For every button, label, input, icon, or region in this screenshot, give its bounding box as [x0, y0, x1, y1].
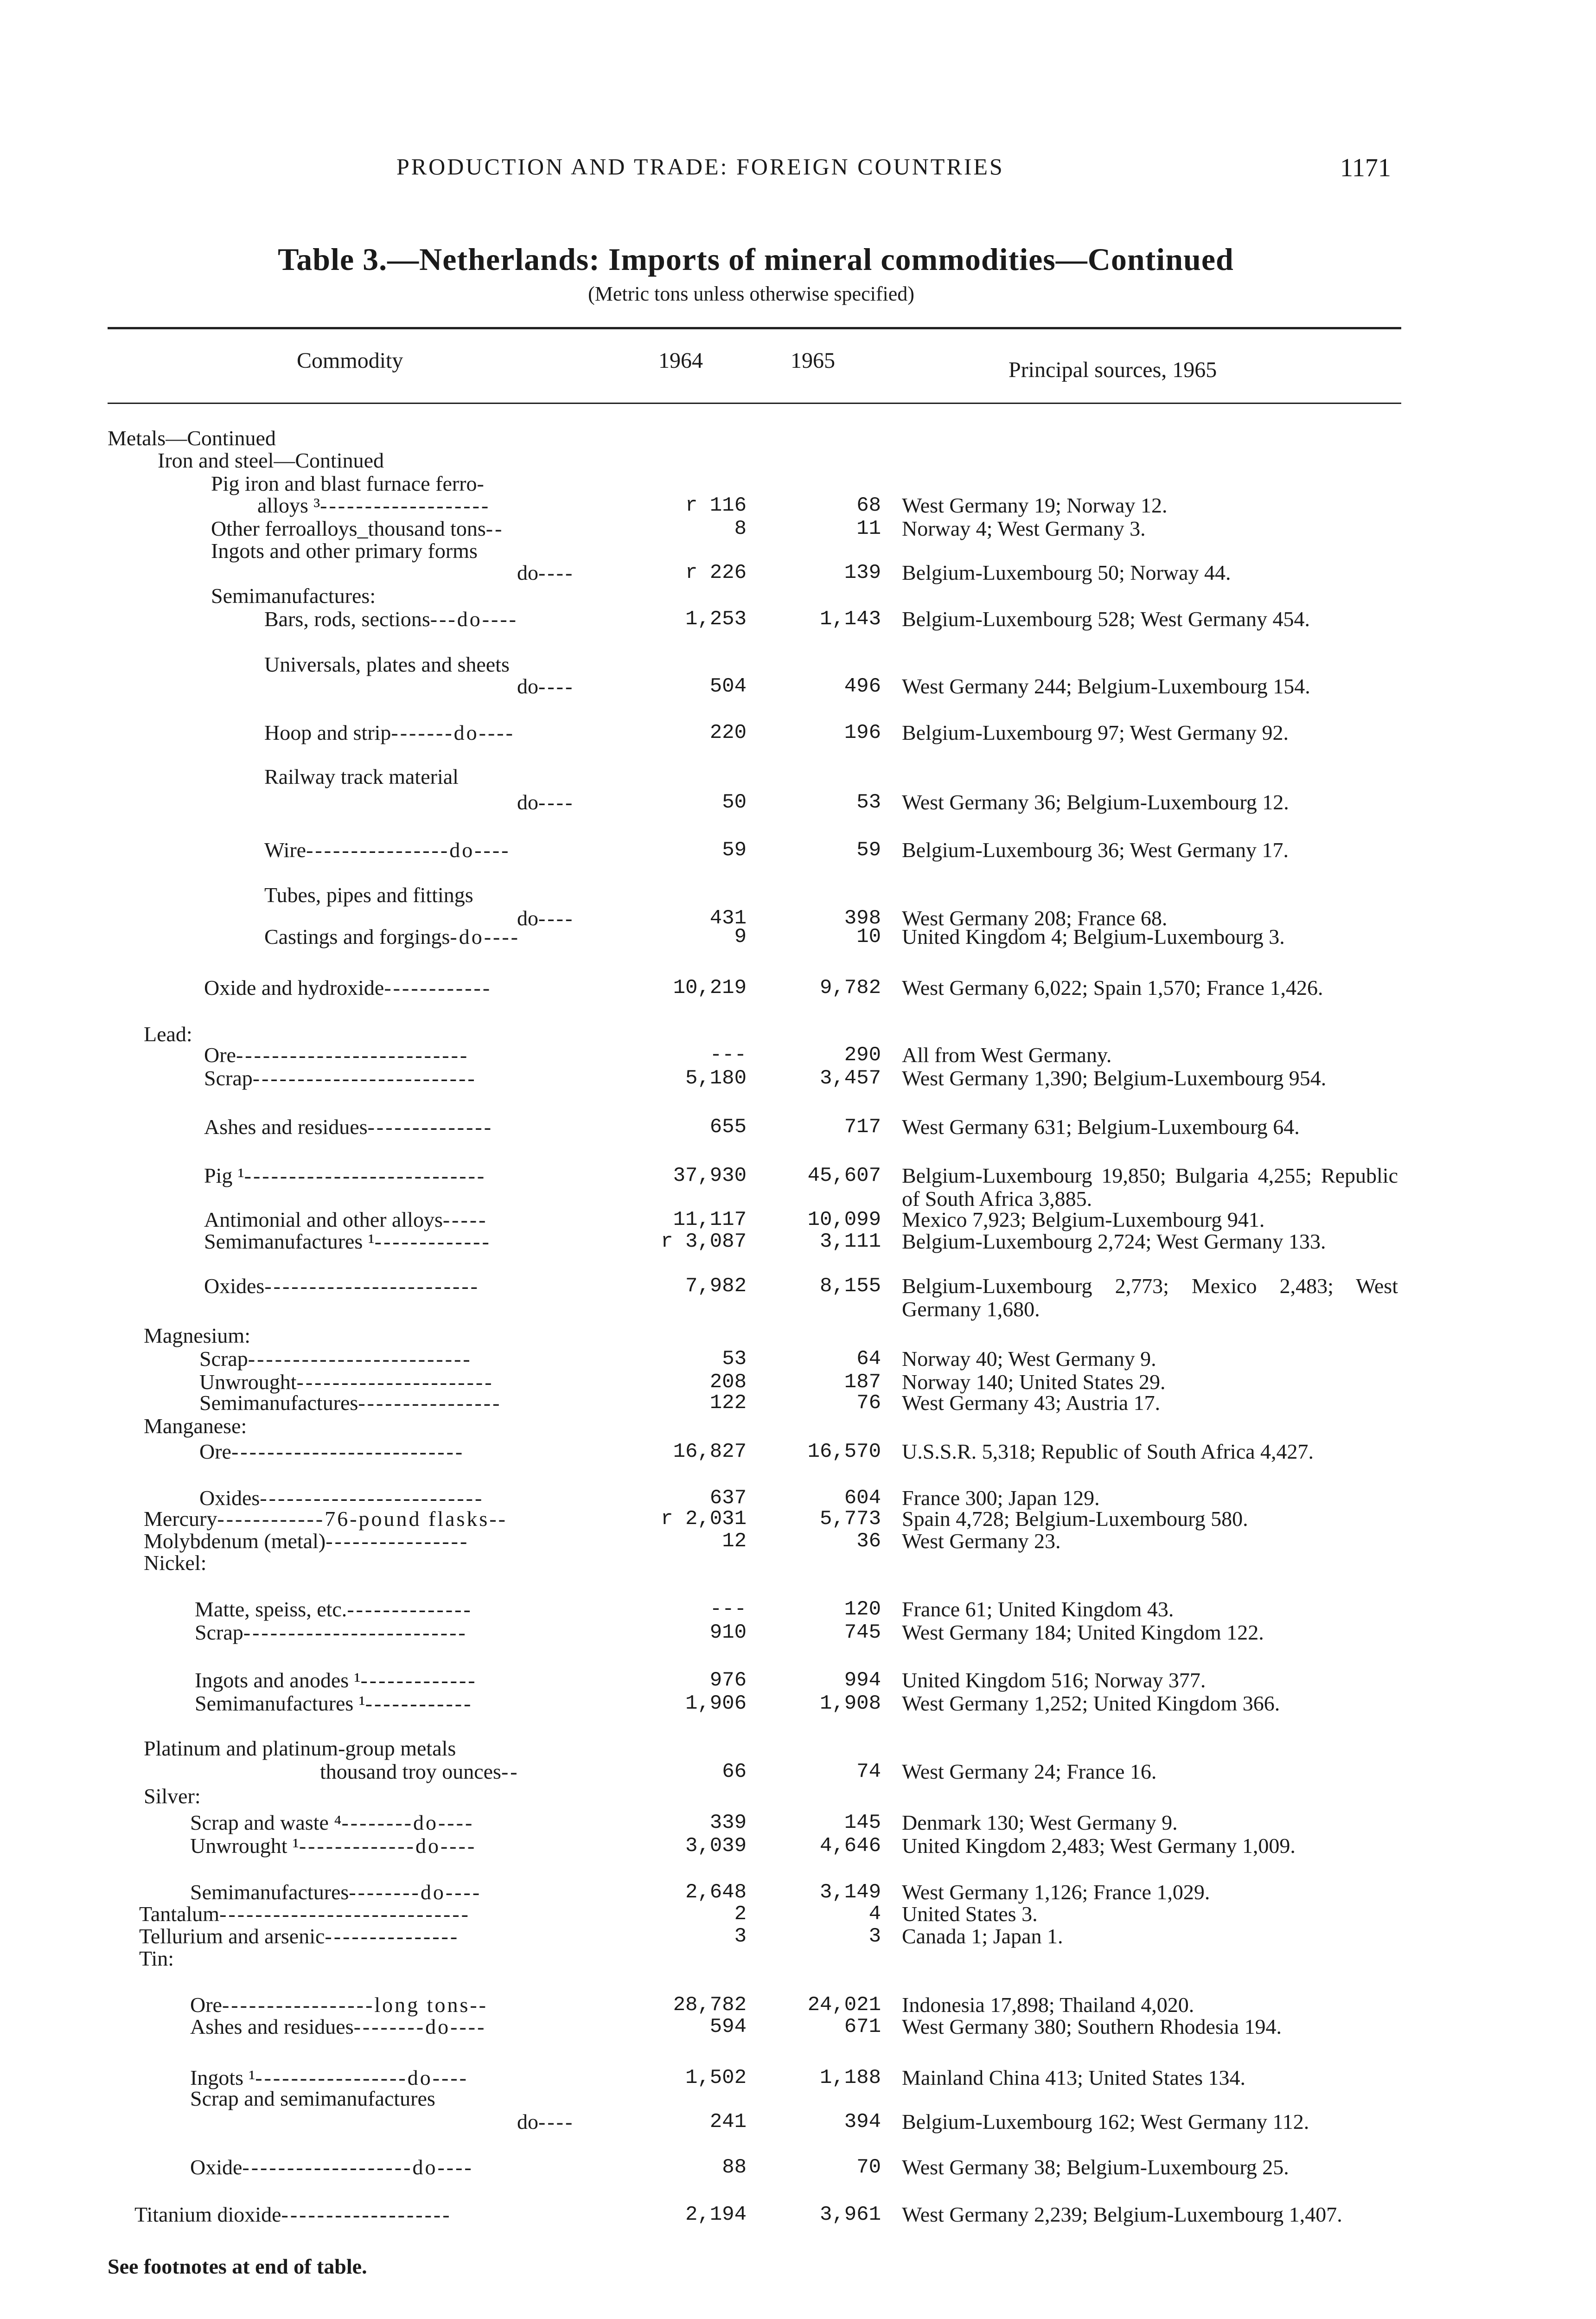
table-row — [0, 1507, 1596, 1531]
table-row — [0, 1440, 1596, 1463]
principal-sources: Mexico 7,923; Belgium-Luxembourg 941. — [902, 1208, 1265, 1231]
value-1965: 16,570 — [807, 1440, 881, 1463]
row-leader: ----------------do---- — [306, 838, 511, 862]
value-1965: 717 — [844, 1115, 881, 1139]
row-label: do — [517, 674, 538, 698]
row-leader: --------do---- — [341, 1811, 474, 1834]
value-1965: 398 — [844, 907, 881, 930]
row-leader: -------------- — [367, 1115, 493, 1139]
row-label: Titanium dioxide — [134, 2203, 281, 2226]
principal-sources: West Germany 6,022; Spain 1,570; France 1,426. — [902, 976, 1323, 999]
row-leader: -------------------------- — [236, 1043, 469, 1067]
principal-sources: West Germany 208; France 68. — [902, 906, 1168, 930]
value-1965: 139 — [844, 561, 881, 584]
principal-sources: West Germany 36; Belgium-Luxembourg 12. — [902, 790, 1289, 814]
principal-sources: Norway 140; United States 29. — [902, 1370, 1166, 1394]
column-header-sources: Principal sources, 1965 — [1009, 358, 1217, 382]
value-1965: 1,908 — [819, 1692, 881, 1715]
value-1965: 745 — [844, 1621, 881, 1644]
value-1964: 5,180 — [685, 1067, 747, 1090]
principal-sources: Belgium-Luxembourg 162; West Germany 112. — [902, 2110, 1309, 2133]
row-label: Metals—Continued — [108, 426, 276, 450]
value-1965: 4 — [868, 1903, 881, 1926]
row-label: Oxides — [199, 1486, 260, 1510]
principal-sources: West Germany 380; Southern Rhodesia 194. — [902, 2015, 1282, 2038]
row-label: Unwrought — [199, 1370, 297, 1394]
value-1964: r 2,031 — [661, 1507, 747, 1531]
principal-sources: All from West Germany. — [902, 1043, 1112, 1067]
principal-sources: United Kingdom 4; Belgium-Luxembourg 3. — [902, 925, 1285, 948]
row-leader: ----- — [442, 1208, 488, 1231]
row-leader: ---------------- — [358, 1391, 502, 1415]
row-label: Semimanufactures ¹ — [195, 1691, 365, 1715]
row-leader: ------------- — [360, 1668, 477, 1692]
value-1964: 59 — [722, 839, 747, 862]
row-label: Lead: — [144, 1022, 192, 1046]
principal-sources: Spain 4,728; Belgium-Luxembourg 580. — [902, 1507, 1248, 1531]
principal-sources: Belgium-Luxembourg 528; West Germany 454. — [902, 607, 1310, 631]
row-leader: ---------------------------- — [219, 1902, 470, 1926]
running-title: PRODUCTION AND TRADE: FOREIGN COUNTRIES — [396, 154, 1004, 179]
value-1965: 36 — [856, 1530, 881, 1553]
principal-sources: Mainland China 413; United States 134. — [902, 2066, 1246, 2089]
table-row — [0, 584, 1596, 608]
table-row — [0, 976, 1596, 999]
value-1964: 431 — [709, 907, 747, 930]
principal-sources: France 300; Japan 129. — [902, 1486, 1100, 1510]
principal-sources: U.S.S.R. 5,318; Republic of South Africa 4,427. — [902, 1440, 1314, 1463]
table-row — [0, 2066, 1596, 2089]
row-label: Semimanufactures — [199, 1391, 358, 1415]
table-row — [0, 1834, 1596, 1858]
table-row — [0, 1347, 1596, 1371]
value-1965: 8,155 — [819, 1275, 881, 1298]
row-leader: -----------------long tons-- — [222, 1993, 488, 2017]
table-row — [0, 539, 1596, 563]
row-leader: --------------- — [325, 1924, 460, 1948]
row-label: Scrap — [195, 1621, 243, 1644]
row-label: Oxides — [204, 1274, 265, 1298]
value-1965: 64 — [856, 1347, 881, 1371]
value-1965: 3,457 — [819, 1067, 881, 1090]
value-1964: 1,502 — [685, 2066, 747, 2089]
value-1964: 11,117 — [673, 1208, 747, 1231]
row-label: Iron and steel—Continued — [158, 448, 384, 472]
table-row — [0, 2087, 1596, 2110]
row-label: thousand troy ounces — [320, 1760, 501, 1783]
top-rule — [108, 327, 1401, 329]
row-leader: -------------------------- — [231, 1440, 465, 1463]
row-label: Molybdenum (metal) — [144, 1529, 326, 1553]
row-leader: ---------------------- — [296, 1370, 494, 1394]
row-label: Magnesium: — [144, 1324, 250, 1347]
principal-sources: Indonesia 17,898; Thailand 4,020. — [902, 1993, 1194, 2017]
principal-sources: Norway 4; West Germany 3. — [902, 517, 1146, 540]
row-label: Pig ¹ — [204, 1164, 244, 1187]
value-1964: 3,039 — [685, 1834, 747, 1858]
principal-sources: West Germany 43; Austria 17. — [902, 1391, 1161, 1415]
principal-sources: Denmark 130; West Germany 9. — [902, 1811, 1178, 1834]
principal-sources: West Germany 2,239; Belgium-Luxembourg 1,407. — [902, 2203, 1342, 2226]
row-label: Oxide — [190, 2155, 243, 2179]
row-label: Unwrought ¹ — [190, 1834, 299, 1858]
principal-sources: West Germany 631; Belgium-Luxembourg 64. — [902, 1115, 1300, 1139]
principal-sources: West Germany 23. — [902, 1529, 1061, 1553]
principal-sources: West Germany 24; France 16. — [902, 1760, 1157, 1783]
value-1964: 9 — [734, 925, 747, 948]
value-1964: 28,782 — [673, 1993, 747, 2017]
value-1964: 655 — [709, 1115, 747, 1139]
row-leader: --------do---- — [353, 2015, 486, 2038]
principal-sources: France 61; United Kingdom 43. — [902, 1597, 1174, 1621]
value-1964: 16,827 — [673, 1440, 747, 1463]
row-leader: ------------- — [374, 1230, 491, 1253]
row-label: Other ferroalloys_thousand tons — [211, 517, 486, 540]
value-1965: 10 — [856, 925, 881, 948]
value-1964: 339 — [709, 1811, 747, 1834]
value-1964: 594 — [709, 2015, 747, 2038]
principal-sources: United Kingdom 516; Norway 377. — [902, 1668, 1206, 1692]
row-leader: ---- — [538, 674, 575, 698]
row-label: Ore — [190, 1993, 222, 2017]
row-label: Oxide and hydroxide — [204, 976, 384, 999]
table-row — [0, 1486, 1596, 1510]
value-1964: r 226 — [685, 561, 747, 584]
row-leader: ------------------------- — [243, 1621, 467, 1644]
principal-sources: Belgium-Luxembourg 19,850; Bulgaria 4,255; Republic of South Africa 3,885. — [902, 1164, 1398, 1211]
value-1964: 241 — [709, 2110, 747, 2133]
value-1965: 394 — [844, 2110, 881, 2133]
row-label: Ore — [204, 1043, 236, 1067]
value-1964: 3 — [734, 1925, 747, 1948]
value-1965: 671 — [844, 2015, 881, 2038]
row-leader: ------------------- — [320, 493, 491, 517]
value-1964: r 3,087 — [661, 1230, 747, 1253]
table-row — [0, 1208, 1596, 1231]
value-1964: 2 — [734, 1903, 747, 1926]
row-label: Universals, plates and sheets — [264, 653, 510, 676]
row-leader: ---- — [538, 561, 575, 584]
value-1965: 4,646 — [819, 1834, 881, 1858]
principal-sources: West Germany 19; Norway 12. — [902, 493, 1168, 517]
row-leader: ---- — [538, 2110, 575, 2133]
row-leader: -------------------do---- — [242, 2155, 473, 2179]
principal-sources: Norway 40; West Germany 9. — [902, 1347, 1156, 1371]
value-1965: 994 — [844, 1669, 881, 1692]
header-rule — [108, 403, 1401, 404]
row-label: Scrap and semimanufactures — [190, 2087, 435, 2110]
value-1964: 910 — [709, 1621, 747, 1644]
table-row — [0, 1811, 1596, 1834]
table-row — [0, 2110, 1596, 2133]
row-label: Scrap and waste ⁴ — [190, 1811, 342, 1834]
value-1964: 2,648 — [685, 1881, 747, 1904]
principal-sources: West Germany 38; Belgium-Luxembourg 25. — [902, 2155, 1289, 2179]
value-1964: --- — [709, 1598, 747, 1621]
value-1964: 7,982 — [685, 1275, 747, 1298]
row-label: Semimanufactures: — [211, 584, 376, 608]
value-1965: 187 — [844, 1371, 881, 1394]
table-row — [0, 561, 1596, 584]
table-row — [0, 1993, 1596, 2017]
column-header-1964: 1964 — [658, 348, 703, 373]
principal-sources: Belgium-Luxembourg 97; West Germany 92. — [902, 721, 1289, 744]
row-label: Mercury — [144, 1507, 217, 1531]
row-label: Antimonial and other alloys — [204, 1208, 443, 1231]
value-1965: 11 — [856, 517, 881, 540]
value-1965: 70 — [856, 2156, 881, 2179]
row-label: Silver: — [144, 1784, 201, 1808]
principal-sources: West Germany 184; United Kingdom 122. — [902, 1621, 1264, 1644]
value-1964: 2,194 — [685, 2203, 747, 2226]
row-label: Ore — [199, 1440, 231, 1463]
table-row — [0, 472, 1596, 495]
row-leader: ---- — [538, 790, 575, 814]
row-label: Ingots ¹ — [190, 2066, 255, 2089]
row-label: alloys ³ — [257, 493, 320, 517]
row-label: Hoop and strip — [264, 721, 391, 744]
row-label: Tubes, pipes and fittings — [264, 883, 473, 907]
value-1965: 59 — [856, 839, 881, 862]
row-leader: ------------76-pound flasks-- — [217, 1507, 507, 1531]
principal-sources: West Germany 1,390; Belgium-Luxembourg 954. — [902, 1066, 1327, 1090]
column-header-1965: 1965 — [791, 348, 835, 373]
row-label: Ingots and anodes ¹ — [195, 1668, 361, 1692]
principal-sources: Canada 1; Japan 1. — [902, 1924, 1063, 1948]
value-1965: 120 — [844, 1598, 881, 1621]
value-1965: 145 — [844, 1811, 881, 1834]
value-1965: 496 — [844, 675, 881, 698]
row-label: Semimanufactures — [190, 1880, 349, 1904]
value-1964: 637 — [709, 1486, 747, 1510]
row-label: Semimanufactures ¹ — [204, 1230, 375, 1253]
row-label: do — [517, 2110, 538, 2133]
row-leader: ------------------------ — [264, 1274, 479, 1298]
row-label: Bars, rods, sections — [264, 607, 430, 631]
row-label: Ingots and other primary forms — [211, 539, 478, 563]
row-label: Tin: — [139, 1947, 174, 1970]
value-1964: 10,219 — [673, 976, 747, 999]
table-title: Table 3.—Netherlands: Imports of mineral commodities—Continued — [278, 242, 1234, 277]
row-leader: ------------ — [365, 1691, 473, 1715]
value-1964: r 116 — [685, 494, 747, 517]
row-label: Matte, speiss, etc. — [195, 1597, 347, 1621]
row-leader: -- — [485, 517, 504, 540]
row-label: Scrap — [199, 1347, 248, 1371]
row-leader: ------------ — [384, 976, 492, 999]
principal-sources: West Germany 1,126; France 1,029. — [902, 1880, 1210, 1904]
row-leader: --------------------------- — [244, 1164, 486, 1187]
row-leader: ------------------------- — [248, 1347, 472, 1371]
value-1965: 10,099 — [807, 1208, 881, 1231]
principal-sources: Belgium-Luxembourg 2,724; West Germany 133. — [902, 1230, 1326, 1253]
value-1964: 50 — [722, 791, 747, 814]
row-leader: -do---- — [450, 925, 520, 948]
table-row — [0, 1164, 1596, 1211]
row-label: Tantalum — [139, 1902, 220, 1926]
value-1965: 604 — [844, 1486, 881, 1510]
table-row — [0, 1760, 1596, 1783]
row-label: Ashes and residues — [190, 2015, 354, 2038]
value-1964: 12 — [722, 1530, 747, 1553]
value-1965: 3,961 — [819, 2203, 881, 2226]
value-1964: 1,253 — [685, 608, 747, 631]
row-label: Ashes and residues — [204, 1115, 368, 1139]
table-row — [0, 517, 1596, 540]
value-1965: 3 — [868, 1925, 881, 1948]
value-1965: 74 — [856, 1760, 881, 1783]
value-1964: 66 — [722, 1760, 747, 1783]
table-subtitle: (Metric tons unless otherwise specified) — [588, 282, 914, 305]
row-leader: -------do---- — [391, 721, 515, 744]
principal-sources: Belgium-Luxembourg 2,773; Mexico 2,483; West Germany 1,680. — [902, 1274, 1398, 1321]
row-leader: ------------------------- — [260, 1486, 484, 1510]
row-label: Manganese: — [144, 1414, 247, 1438]
table-row — [0, 1391, 1596, 1415]
value-1965: 5,773 — [819, 1507, 881, 1531]
page-number: 1171 — [1340, 154, 1391, 182]
table-row — [0, 1115, 1596, 1139]
table-row — [0, 721, 1596, 744]
row-leader: ---- — [538, 906, 575, 930]
row-leader: ---------------- — [326, 1529, 469, 1553]
table-row — [0, 925, 1596, 948]
value-1965: 24,021 — [807, 1993, 881, 2017]
row-leader: -------------do---- — [299, 1834, 477, 1858]
footnote: See footnotes at end of table. — [108, 2255, 367, 2278]
row-label: Wire — [264, 838, 306, 862]
row-label: Tellurium and arsenic — [139, 1924, 325, 1948]
table-row — [0, 765, 1596, 788]
principal-sources: Belgium-Luxembourg 50; Norway 44. — [902, 561, 1231, 584]
principal-sources: Belgium-Luxembourg 36; West Germany 17. — [902, 838, 1289, 862]
value-1964: 504 — [709, 675, 747, 698]
row-label: Nickel: — [144, 1551, 207, 1575]
value-1965: 53 — [856, 791, 881, 814]
row-label: Pig iron and blast furnace ferro- — [211, 472, 484, 495]
principal-sources: United Kingdom 2,483; West Germany 1,009. — [902, 1834, 1296, 1858]
value-1965: 3,149 — [819, 1881, 881, 1904]
value-1965: 45,607 — [807, 1164, 881, 1187]
table-row — [0, 1551, 1596, 1575]
table-row — [0, 1324, 1596, 1347]
value-1964: 208 — [709, 1371, 747, 1394]
value-1965: 68 — [856, 494, 881, 517]
table-row — [0, 2015, 1596, 2038]
value-1964: 122 — [709, 1391, 747, 1415]
value-1965: 76 — [856, 1391, 881, 1415]
column-header-commodity: Commodity — [297, 348, 403, 373]
value-1964: --- — [709, 1044, 747, 1067]
row-label: Castings and forgings — [264, 925, 450, 948]
value-1964: 53 — [722, 1347, 747, 1371]
value-1964: 1,906 — [685, 1692, 747, 1715]
value-1964: 8 — [734, 517, 747, 540]
value-1965: 290 — [844, 1044, 881, 1067]
value-1965: 1,188 — [819, 2066, 881, 2089]
row-label: Scrap — [204, 1066, 253, 1090]
row-leader: -- — [501, 1760, 519, 1783]
value-1965: 1,143 — [819, 608, 881, 631]
value-1965: 196 — [844, 721, 881, 744]
row-label: Platinum and platinum-group metals — [144, 1736, 456, 1760]
row-leader: ------------------------- — [252, 1066, 477, 1090]
row-leader: --------do---- — [349, 1880, 482, 1904]
row-leader: -----------------do---- — [255, 2066, 468, 2089]
principal-sources: West Germany 244; Belgium-Luxembourg 154. — [902, 674, 1310, 698]
principal-sources: United States 3. — [902, 1902, 1038, 1926]
table-row — [0, 2203, 1596, 2226]
row-leader: ---do---- — [430, 607, 518, 631]
row-leader: -------------- — [347, 1597, 472, 1621]
row-leader: ------------------- — [281, 2203, 452, 2226]
value-1964: 220 — [709, 721, 747, 744]
row-label: do — [517, 561, 538, 584]
value-1964: 976 — [709, 1669, 747, 1692]
row-label: do — [517, 906, 538, 930]
value-1965: 9,782 — [819, 976, 881, 999]
row-label: Railway track material — [264, 765, 459, 788]
principal-sources: West Germany 1,252; United Kingdom 366. — [902, 1691, 1280, 1715]
value-1964: 37,930 — [673, 1164, 747, 1187]
value-1965: 3,111 — [819, 1230, 881, 1253]
value-1964: 88 — [722, 2156, 747, 2179]
row-label: do — [517, 790, 538, 814]
